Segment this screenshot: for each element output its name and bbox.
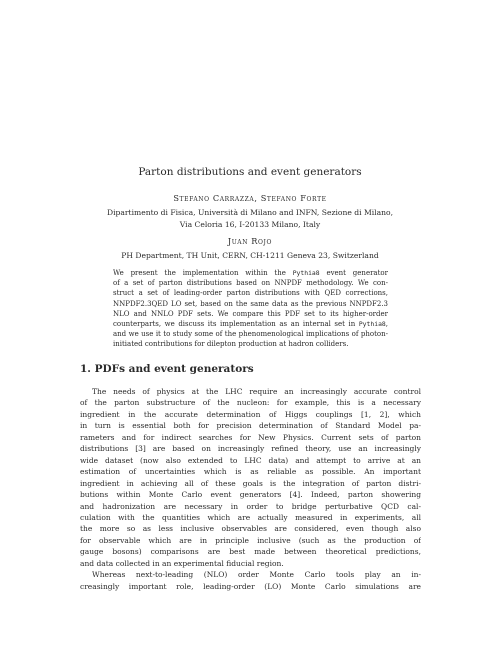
affiliation-milano	[0, 207, 500, 231]
abstract-line: NLO and NNLO PDF sets. We compare this PDF set to its higher-order	[113, 309, 388, 318]
abstract	[113, 268, 388, 350]
body-line: rameters and for indirect searches for New Physics. Current sets of parton	[80, 432, 421, 442]
affiliation-milano-line: Dipartimento di Fisica, Università di Milano and INFN, Sezione di Milano,	[107, 208, 393, 217]
body-line: estimation of uncertainties which is as reliable as possible. An important	[80, 467, 421, 477]
affiliation-cern	[0, 250, 500, 262]
pythia8-code: Pythia8	[358, 320, 386, 329]
abstract-line: and we use it to study some of the phenomenological implications of photon-	[113, 330, 388, 339]
body-line: and hadronization are necessary in order to bridge perturbative QCD cal-	[80, 501, 421, 511]
section-heading: 1. PDFs and event generators	[80, 363, 254, 375]
body-line: of the parton substructure of the nucleon: for example, this is a necessary	[80, 398, 421, 408]
body-text	[80, 386, 421, 592]
abstract-line: We present the implementation within the Pythia8 event generator	[113, 269, 388, 277]
paper-title: Parton distributions and event generators	[138, 166, 362, 178]
abstract-line: struct a set of leading-order parton distributions with QED corrections,	[113, 289, 388, 298]
pythia8-code: Pythia8	[292, 269, 320, 277]
body-line: ingredient in achieving all of these goals is the integration of parton distri-	[80, 478, 421, 488]
body-line: the more so as less inclusive observables are considered, even though also	[80, 524, 421, 534]
abstract-line: of a set of parton distributions based on NNPDF methodology. We con-	[113, 279, 388, 288]
body-line: wide dataset (now also extended to LHC data) and attempt to arrive at an	[80, 455, 421, 465]
body-line: butions within Monte Carlo event generators [4]. Indeed, parton showering	[80, 490, 421, 500]
body-line: in turn is essential both for precision determination of Standard Model pa-	[80, 421, 421, 431]
body-line: Whereas next-to-leading (NLO) order Monte Carlo tools play an in-	[92, 570, 421, 580]
body-line: gauge bosons) comparisons are best made between theoretical predictions,	[80, 547, 421, 557]
body-line: distributions [3] are based on increasingly refined theory, use an increasingly	[80, 444, 421, 454]
body-line: creasingly important role, leading-order (LO) Monte Carlo simulations are	[80, 581, 421, 591]
authors-milano: Stefano Carrazza, Stefano Forte	[173, 193, 327, 203]
body-line: and data collected in an experimental fiducial region.	[80, 558, 284, 568]
body-line: culation with the quantities which are actually measured in experiments, all	[80, 512, 421, 522]
affiliation-milano-line: Via Celoria 16, I-20133 Milano, Italy	[179, 220, 321, 229]
body-line: for observable which are in principle inclusive (such as the production of	[80, 535, 421, 545]
body-line: ingredient in the accurate determination of Higgs couplings [1, 2], which	[80, 409, 421, 419]
affiliation-cern-line: PH Department, TH Unit, CERN, CH-1211 Geneva 23, Switzerland	[121, 251, 379, 260]
abstract-line: NNPDF2.3QED LO set, based on the same data as the previous NNPDF2.3	[113, 299, 388, 308]
abstract-line: initiated contributions for dilepton production at hadron colliders.	[113, 340, 349, 349]
body-line: The needs of physics at the LHC require an increasingly accurate control	[92, 387, 421, 396]
abstract-line: counterparts, we discuss its implementation as an internal set in Pythia8,	[113, 320, 388, 329]
authors-cern: Juan Rojo	[227, 236, 273, 246]
